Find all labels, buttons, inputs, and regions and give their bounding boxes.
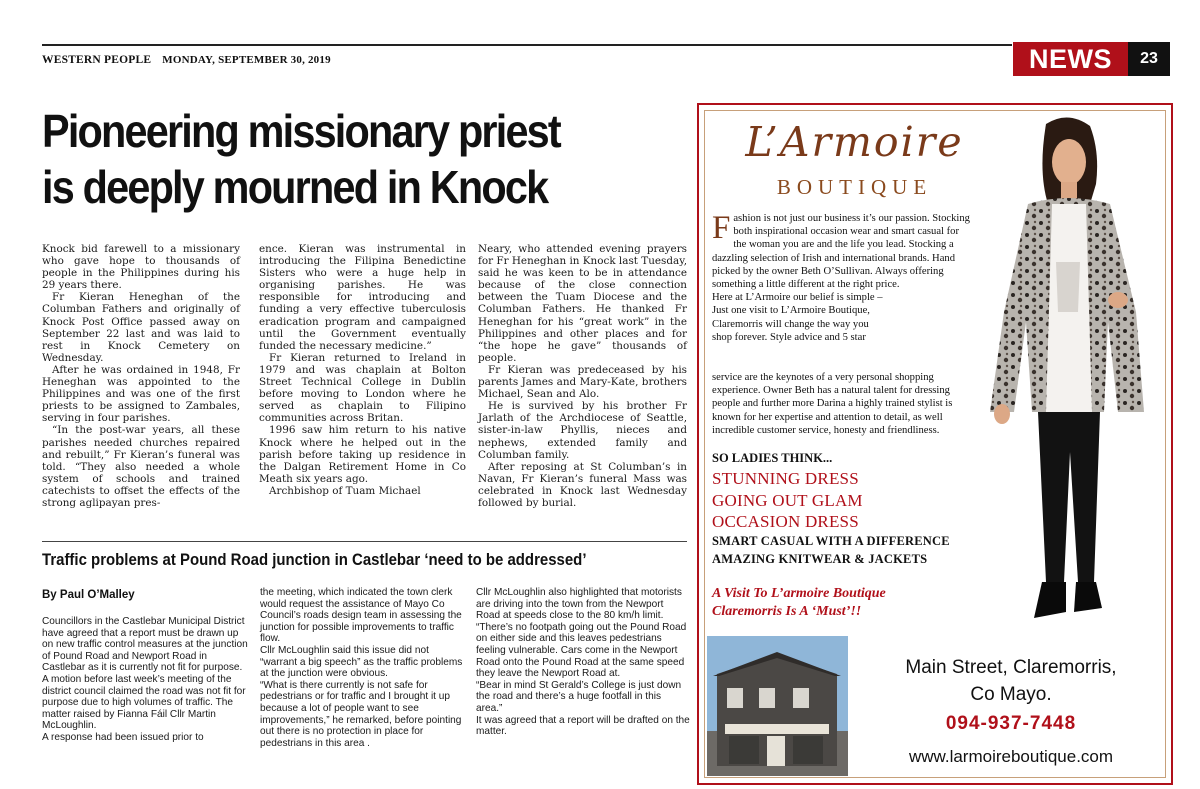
drop-cap: F	[712, 210, 731, 246]
headline-line-1: Pioneering missionary priest	[42, 105, 560, 157]
visit-line: A Visit To L’armoire Boutique	[712, 586, 886, 601]
page-number: 23	[1128, 42, 1170, 76]
model-photo	[968, 112, 1164, 637]
visit-line: Claremorris Is A ‘Must’!!	[712, 604, 862, 619]
paragraph: It was agreed that a report will be drafted on the matter.	[476, 714, 690, 738]
paragraph: Fr Kieran Heneghan of the Columban Fathers and originally of Knock Post Office passed away on September 22 last and was laid to rest in Knock Cemetery on Wednesday.	[42, 291, 240, 364]
byline: By Paul O’Malley	[42, 589, 135, 601]
paragraph: “There’s no footpath going out the Pound Road on either side and this leaves pedestrians feeling vulnerable. Cars come in the Newport Road onto the Pound Road at the same speed they leave the Newport Road at.	[476, 621, 687, 680]
main-story-column-2	[259, 243, 466, 497]
highlight-list	[712, 468, 863, 533]
visit-slogan	[712, 585, 972, 621]
so-ladies-heading: SO LADIES THINK...	[712, 451, 833, 465]
paragraph: Cllr McLoughlin said this issue did not “warrant a big speech” as the traffic problems at the junction were obvious.	[260, 644, 463, 680]
traffic-column-3	[476, 587, 690, 738]
address-line: Co Mayo.	[970, 684, 1052, 705]
feature-item: AMAZING KNITWEAR & JACKETS	[712, 552, 928, 566]
main-story-column-1	[42, 243, 240, 509]
masthead	[42, 54, 331, 66]
shop-photo	[707, 636, 848, 776]
feature-item: SMART CASUAL WITH A DIFFERENCE	[712, 534, 950, 548]
shop-address	[858, 654, 1164, 708]
main-headline	[42, 103, 618, 215]
belief-line: Here at L’Armoire our belief is simple –	[712, 292, 883, 304]
paragraph: “What is there currently is not safe for pedestrians or for traffic and I brought it up because a lot of people want to see improvements,” he remarked, before pointing out there is no protection in place for pedestrians in this area .	[260, 679, 462, 749]
paragraph: Councillors in the Castlebar Municipal District have agreed that a report must be drawn up on new traffic control measures at the junction of Pound Road and Newport Road in Castlebar as it is currently not fit for purpose.	[42, 616, 248, 674]
paragraph: the meeting, which indicated the town clerk would request the assistance of Mayo Co Council’s roads design team in assessing the junction for possible improvements to traffic flow.	[260, 587, 462, 645]
highlight-item: OCCASION DRESS	[712, 512, 859, 531]
traffic-column-2	[260, 587, 468, 749]
highlight-item: STUNNING DRESS	[712, 469, 859, 488]
paper-name: WESTERN PEOPLE	[42, 54, 152, 66]
website-url: www.larmoireboutique.com	[908, 747, 1114, 766]
paragraph: After reposing at St Columban’s in Navan, Fr Kieran’s funeral Mass was celebrated in Knock last Wednesday followed by burial.	[478, 460, 687, 509]
paragraph: A motion before last week’s meeting of the district council claimed the road was not fit for purpose due to high volumes of traffic. The matter raised by Fianna Fáil Cllr Martin McLoughlin.	[42, 673, 246, 732]
paragraph: Fr Kieran returned to Ireland in 1979 and was chaplain at Bolton Street Technical College in Dublin before moving to London where he served as chaplain to Filipino communities across Britan.	[259, 351, 466, 425]
headline-line-2: is deeply mourned in Knock	[42, 161, 548, 213]
address-line: Main Street, Claremorris,	[905, 657, 1117, 678]
belief-line: shop forever. Style advice and 5 star	[712, 331, 866, 343]
paragraph: He is survived by his brother Fr Jarlath of the Archdiocese of Seattle, sister-in-law Phyllis, nieces and nephews, extended family and Columban family.	[478, 400, 687, 461]
paragraph: After he was ordained in 1948, Fr Heneghan was appointed to the Philippines and was one of the first priests to be assigned to Zambales, serving in four parishes.	[42, 363, 240, 425]
phone-number: 094-937-7448	[945, 713, 1077, 734]
brand-name: L’Armoire	[745, 118, 964, 166]
section-label: NEWS	[1013, 42, 1128, 76]
paragraph: Archbishop of Tuam Michael	[269, 484, 421, 497]
main-story-column-3	[478, 243, 687, 509]
masthead-rule	[42, 44, 1012, 46]
paragraph: “Bear in mind St Gerald’s College is just down the road and there’s a huge footfall in this area.”	[476, 679, 682, 714]
story-divider	[42, 541, 687, 542]
paragraph: 1996 saw him return to his native Knock where he helped out in the parish before taking up residence in the Dalgan Retirement Home in Co Meath six years ago.	[259, 424, 466, 485]
issue-date: MONDAY, SEPTEMBER 30, 2019	[162, 54, 331, 66]
paragraph: “In the post-war years, all these parishes needed churches repaired and rebuilt,” Fr Kieran’s funeral was told. “They also needed a whole system of schools and trained catechists to offset the effects of the strong aglipayan pres-	[42, 424, 240, 509]
brand-subtitle: BOUTIQUE	[776, 175, 933, 199]
highlight-item: GOING OUT GLAM	[712, 490, 863, 510]
belief-line: Claremorris will change the way you	[712, 318, 869, 330]
advert-service-text: service are the keynotes of a very personal shopping experience. Owner Beth has a natural talent for dressing people and further more Darina a highly trained stylist is known for her expertise and attention to detail, as well incredible customer service, honesty and friendliness.	[712, 372, 953, 436]
paragraph: ence. Kieran was instrumental in introducing the Filipina Benedictine Sisters who were a huge help in organising parishes. He was responsible for introducing and funding a very effective tuberculosis eradication program and campaigned until the Government eventually funded the necessary medicine.”	[259, 243, 466, 352]
belief-line: Just one visit to L’Armoire Boutique,	[712, 305, 870, 317]
intro-text: ashion is not just our business it’s our passion. Stocking both inspirational occasion wear and smart casual for the woman you are and the life you lead. Stocking a dazzling selection of Irish and international brands. Hand picked by the owner Beth O’Sullivan. Always offering something a little different at the right price.	[712, 213, 970, 291]
paragraph: Cllr McLoughlin also highlighted that motorists are driving into the town from the Newport Road at speeds close to the 80 km/h limit.	[476, 587, 682, 622]
paragraph: A response had been issued prior to	[42, 731, 204, 743]
advert-intro	[712, 212, 974, 344]
traffic-headline: Traffic problems at Pound Road junction in Castlebar ‘need to be addressed’	[42, 550, 587, 569]
paragraph: Fr Kieran was predeceased by his parents James and Mary-Kate, brothers Michael, Sean and Alo.	[478, 363, 687, 401]
paragraph: Neary, who attended evening prayers for Fr Heneghan in Knock last Tuesday, said he was keen to be in attendance because of the close connection between the Tuam Diocese and the Columban Fathers. He thanked Fr Heneghan for his “great work” in the Philippines and other places and for “the hope he gave” thousands of people.	[478, 243, 687, 364]
traffic-column-1	[42, 616, 248, 744]
feature-list	[712, 532, 950, 568]
paragraph: Knock bid farewell to a missionary who gave hope to thousands of people in the Philippines during his 29 years there.	[42, 243, 240, 292]
